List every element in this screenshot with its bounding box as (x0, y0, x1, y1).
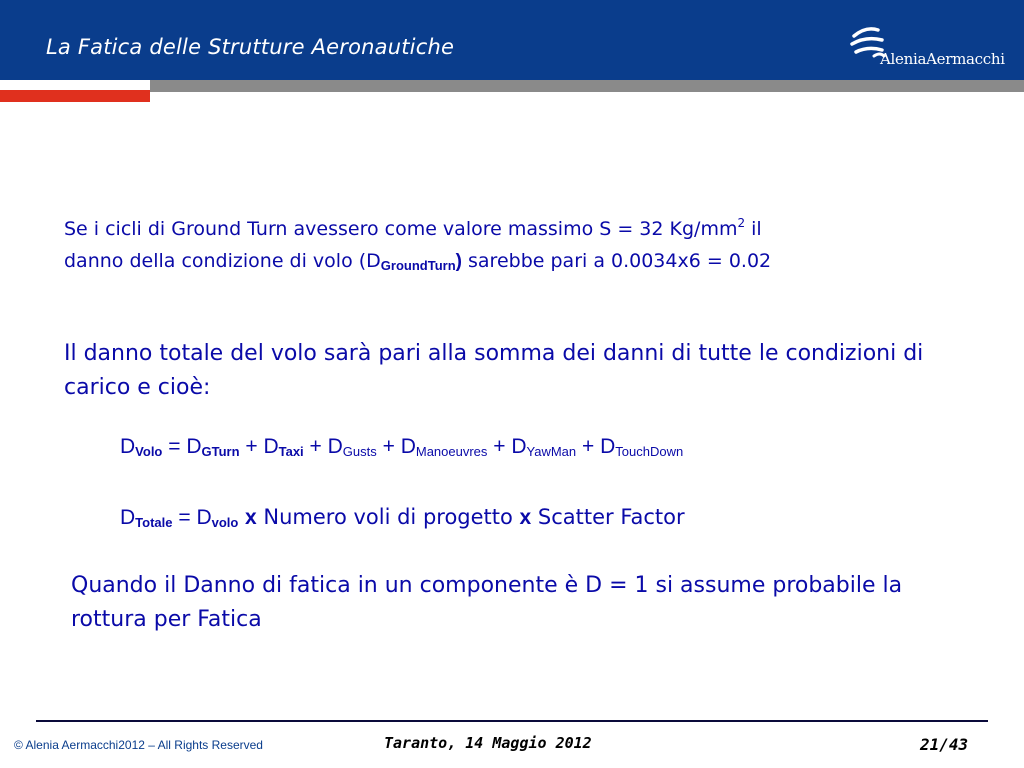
plus: + (239, 435, 264, 458)
logo-text: AleniaAermacchi (880, 50, 1005, 68)
subscript: Volo (135, 444, 163, 459)
superscript: 2 (737, 216, 746, 230)
symbol-d: D (186, 435, 202, 458)
equals: = (172, 506, 197, 529)
plus: + (303, 435, 328, 458)
total-damage-paragraph: Il danno totale del volo sarà pari alla somma dei danni di tutte le condizioni di carico e cioè: (64, 341, 924, 400)
plus: + (576, 435, 601, 458)
plus: + (376, 435, 401, 458)
subscript: GTurn (201, 444, 240, 459)
subscript: volo (211, 515, 239, 530)
subscript: Taxi (278, 444, 304, 459)
times-sign: x (245, 506, 257, 529)
presentation-title: La Fatica delle Strutture Aeronautiche (46, 35, 455, 59)
text-span: Scatter Factor (531, 505, 685, 529)
total-damage-equation (120, 505, 685, 530)
failure-paragraph: Quando il Danno di fatica in un componente è D = 1 si assume probabile la rottura per Fatica (71, 573, 903, 632)
copyright-notice: © Alenia Aermacchi2012 – All Rights Reserved (14, 738, 263, 752)
subscript: Manoeuvres (415, 444, 488, 459)
plus: + (487, 435, 512, 458)
equals: = (162, 435, 187, 458)
text-span: sarebbe pari a 0.0034x6 = 0.02 (461, 250, 772, 272)
times-sign: x (519, 506, 532, 529)
ground-turn-line-2 (64, 245, 964, 282)
symbol-d: D (263, 435, 279, 458)
text-span: Numero voli di progetto (256, 505, 520, 529)
subscript: YawMan (526, 444, 577, 459)
text-span: il (745, 218, 762, 240)
footer-divider (36, 720, 988, 722)
symbol-d: D (120, 506, 136, 529)
volo-damage-equation (120, 435, 683, 459)
page-number: 21/43 (920, 735, 969, 754)
subscript: GroundTurn (380, 258, 456, 273)
ground-turn-line-1 (64, 207, 964, 245)
symbol-d: D (600, 435, 616, 458)
symbol-d: D (511, 435, 527, 458)
symbol-d: D (327, 435, 343, 458)
ground-turn-paragraph (64, 207, 964, 282)
subscript: TouchDown (615, 444, 684, 459)
symbol-d: D (196, 506, 212, 529)
subscript: Gusts (342, 444, 377, 459)
text-span: Se i cicli di Ground Turn avessero come valore massimo S = 32 Kg/mm (64, 218, 738, 240)
symbol-d: D (400, 435, 416, 458)
text-span: danno della condizione di volo (D (64, 250, 381, 272)
subscript: Totale (135, 515, 173, 530)
symbol-d: D (120, 435, 136, 458)
footer-date: Taranto, 14 Maggio 2012 (384, 734, 592, 752)
close-paren: ) (455, 251, 462, 272)
